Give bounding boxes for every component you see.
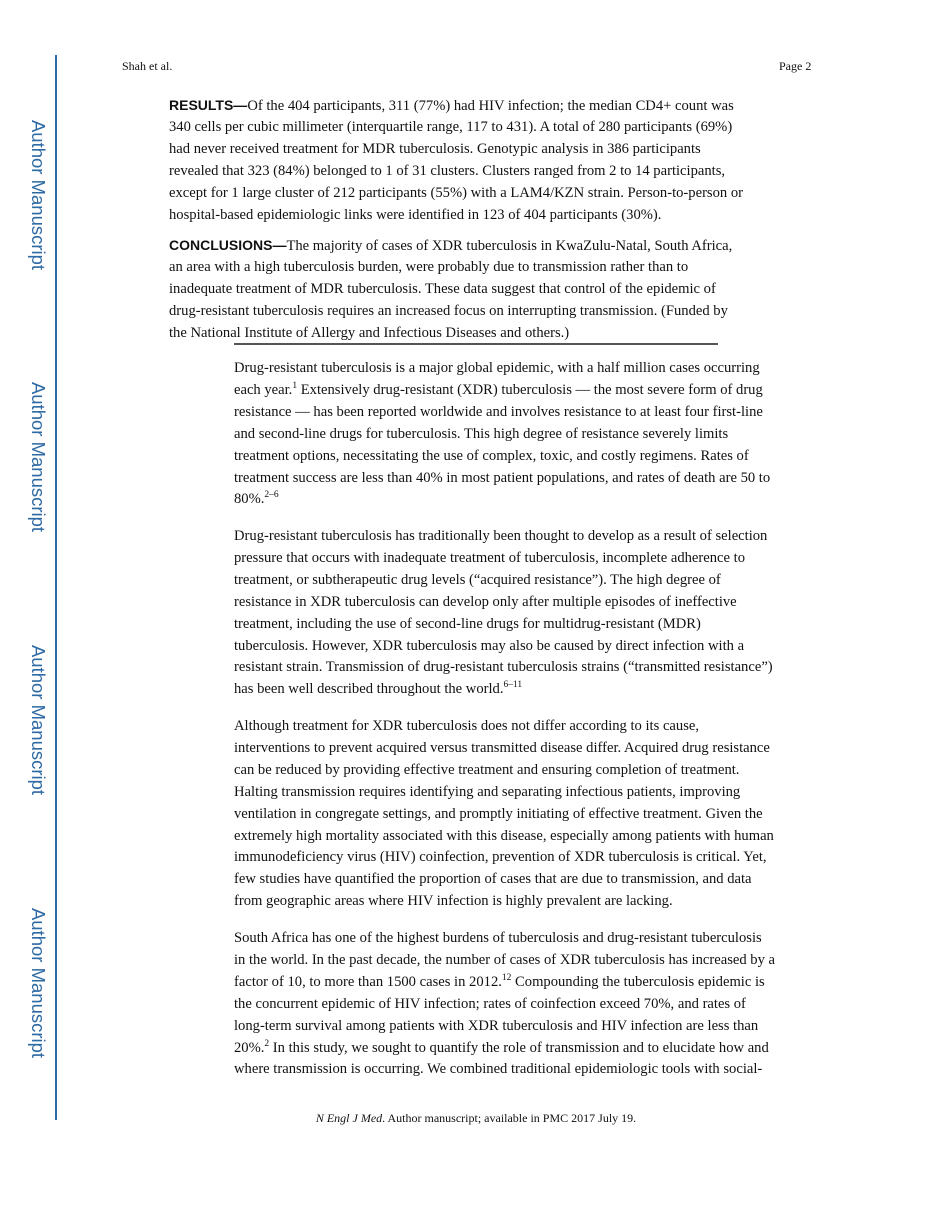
line-text: the National Institute of Allergy and Infectious Diseases and others.) — [169, 324, 570, 341]
paragraph-line — [234, 781, 740, 803]
line-text: few studies have quantified the proportion of cases that are due to transmission, and data — [234, 871, 752, 888]
line-text: resistant strain. Transmission of drug-resistant tuberculosis strains (“transmitted resistance”) — [234, 659, 773, 676]
line-text: has been well described throughout the world. — [234, 681, 504, 698]
paragraph-line — [234, 401, 763, 423]
line-text: treatment, including the use of second-line drugs for multidrug-resistant (MDR) — [234, 615, 701, 632]
line-text: resistance — has been reported worldwide and involves resistance to at least four first-line — [234, 403, 763, 420]
abstract-line — [169, 94, 734, 116]
paragraph-line — [234, 737, 770, 759]
line-text: except for 1 large cluster of 212 participants (55%) with a LAM4/KZN strain. Person-to-person or — [169, 184, 744, 201]
line-text: the concurrent epidemic of HIV infection; rates of coinfection exceed 70%, and rates of — [234, 995, 746, 1012]
running-head-authors: Shah et al. — [122, 59, 173, 73]
line-text: In this study, we sought to quantify the role of transmission and to elucidate how and — [269, 1039, 769, 1056]
line-text: South Africa has one of the highest burdens of tuberculosis and drug-resistant tuberculosis — [234, 930, 762, 946]
citation-superscript: 6–11 — [503, 680, 523, 691]
line-text: treatment, or subtherapeutic drug levels (“acquired resistance”). The high degree of — [234, 571, 721, 588]
paragraph-line — [234, 488, 279, 510]
paragraph-line — [234, 525, 767, 547]
line-text: interventions to prevent acquired versus transmitted disease differ. Acquired drug resistance — [234, 739, 770, 756]
margin-rule — [55, 55, 57, 1120]
abstract-line — [169, 322, 569, 344]
paragraph-line — [234, 1037, 769, 1059]
journal-name: N Engl J Med — [315, 1111, 383, 1125]
page-number: Page 2 — [779, 59, 812, 73]
paragraph-line — [234, 1058, 762, 1080]
paragraph-line — [234, 759, 739, 781]
abstract-line — [169, 204, 661, 226]
line-text: resistance in XDR tuberculosis can develop only after multiple episodes of ineffective — [234, 593, 737, 610]
line-text: 80%. — [234, 491, 265, 508]
line-text: from geographic areas where HIV infection is highly prevalent are lacking. — [234, 893, 673, 910]
abstract-line — [169, 182, 743, 204]
line-text: ventilation in congregate settings, and promptly initiating of effective treatment. Given the — [234, 805, 763, 822]
abstract-line — [169, 300, 728, 322]
line-text: Compounding the tuberculosis epidemic is — [511, 973, 765, 990]
author-manuscript-label: Author Manuscript — [28, 907, 49, 1059]
line-text: had never received treatment for MDR tuberculosis. Genotypic analysis in 386 participants — [169, 140, 701, 157]
author-manuscript-label: Author Manuscript — [28, 644, 49, 796]
paragraph-line — [234, 715, 699, 737]
abstract-line — [169, 234, 732, 256]
footer-text: . Author manuscript; available in PMC 2017 July 19. — [382, 1111, 637, 1125]
paragraph-line — [234, 927, 762, 949]
line-text: where transmission is occurring. We combined traditional epidemiologic tools with social- — [234, 1061, 763, 1078]
citation-superscript: 2–6 — [264, 490, 279, 501]
line-text: The majority of cases of XDR tuberculosis in KwaZulu-Natal, South Africa, — [286, 238, 733, 254]
line-text: inadequate treatment of MDR tuberculosis. These data suggest that control of the epidemic of — [169, 280, 716, 297]
paragraph-line — [234, 635, 744, 657]
paragraph-line — [234, 678, 522, 700]
paragraph-line — [234, 357, 760, 379]
paragraph-line — [234, 846, 767, 868]
line-text: pressure that occurs with inadequate treatment of tuberculosis, incomplete adherence to — [234, 549, 745, 566]
line-text: immunodeficiency virus (HIV) coinfection, prevention of XDR tuberculosis is critical. Yet, — [234, 849, 767, 866]
line-text: tuberculosis. However, XDR tuberculosis may also be caused by direct infection with a — [234, 637, 745, 654]
line-text: treatment success are less than 40% in most patient populations, and rates of death are 50 to — [234, 469, 771, 486]
line-text: 340 cells per cubic millimeter (interquartile range, 117 to 431). A total of 280 participants (69%) — [169, 118, 733, 135]
line-text: can be reduced by providing effective treatment and ensuring completion of treatment. — [234, 761, 740, 778]
paragraph-line — [234, 1015, 758, 1037]
line-text: Extensively drug-resistant (XDR) tuberculosis — the most severe form of drug — [297, 381, 763, 398]
paragraph-line — [234, 379, 763, 401]
paragraph-line — [234, 445, 749, 467]
abstract-divider — [234, 343, 718, 345]
section-label: CONCLUSIONS— — [169, 237, 287, 253]
line-text: factor of 10, to more than 1500 cases in 2012. — [234, 973, 502, 990]
line-text: treatment options, necessitating the use of complex, toxic, and costly regimens. Rates of — [234, 447, 749, 464]
line-text: in the world. In the past decade, the number of cases of XDR tuberculosis has increased by a — [234, 951, 776, 968]
paragraph-line — [234, 569, 721, 591]
abstract-line — [169, 116, 732, 138]
abstract-line — [169, 278, 716, 300]
line-text: extremely high mortality associated with this disease, especially among patients with human — [234, 827, 774, 844]
paragraph-line — [234, 825, 774, 847]
citation-superscript: 1 — [292, 380, 298, 391]
line-text: and second-line drugs for tuberculosis. This high degree of resistance severely limits — [234, 425, 729, 442]
abstract-line — [169, 256, 688, 278]
author-manuscript-label: Author Manuscript — [28, 381, 49, 533]
paragraph-line — [234, 591, 737, 613]
line-text: drug-resistant tuberculosis requires an increased focus on interrupting transmission. (Funded by — [169, 302, 728, 319]
section-label: RESULTS— — [169, 97, 248, 113]
paragraph-line — [234, 656, 773, 678]
line-text: Drug-resistant tuberculosis has traditionally been thought to develop as a result of selection — [234, 528, 768, 544]
paragraph-line — [234, 890, 673, 912]
line-text: each year. — [234, 381, 293, 398]
line-text: Although treatment for XDR tuberculosis does not differ according to its cause, — [234, 718, 699, 734]
line-text: an area with a high tuberculosis burden, were probably due to transmission rather than to — [169, 258, 689, 275]
line-text: Drug-resistant tuberculosis is a major global epidemic, with a half million cases occurring — [234, 360, 760, 376]
paragraph-line — [234, 613, 701, 635]
paragraph-line — [234, 971, 765, 993]
line-text: Of the 404 participants, 311 (77%) had HIV infection; the median CD4+ count was — [247, 98, 734, 114]
paragraph-line — [234, 868, 752, 890]
footer — [0, 1111, 952, 1126]
citation-superscript: 12 — [501, 972, 512, 983]
paragraph-line — [234, 803, 763, 825]
line-text: long-term survival among patients with XDR tuberculosis and HIV infection are less than — [234, 1017, 759, 1034]
paragraph-line — [234, 423, 728, 445]
line-text: hospital-based epidemiologic links were identified in 123 of 404 participants (30%). — [169, 206, 662, 223]
paragraph-line — [234, 993, 746, 1015]
abstract-line — [169, 160, 725, 182]
abstract-line — [169, 138, 701, 160]
citation-superscript: 2 — [264, 1038, 270, 1049]
line-text: revealed that 323 (84%) belonged to 1 of 31 clusters. Clusters ranged from 2 to 14 participants, — [169, 162, 726, 179]
author-manuscript-label: Author Manuscript — [28, 119, 49, 271]
line-text: Halting transmission requires identifying and separating infectious patients, improving — [234, 783, 741, 800]
paragraph-line — [234, 547, 745, 569]
paragraph-line — [234, 949, 775, 971]
line-text: 20%. — [234, 1039, 265, 1056]
paragraph-line — [234, 467, 770, 489]
